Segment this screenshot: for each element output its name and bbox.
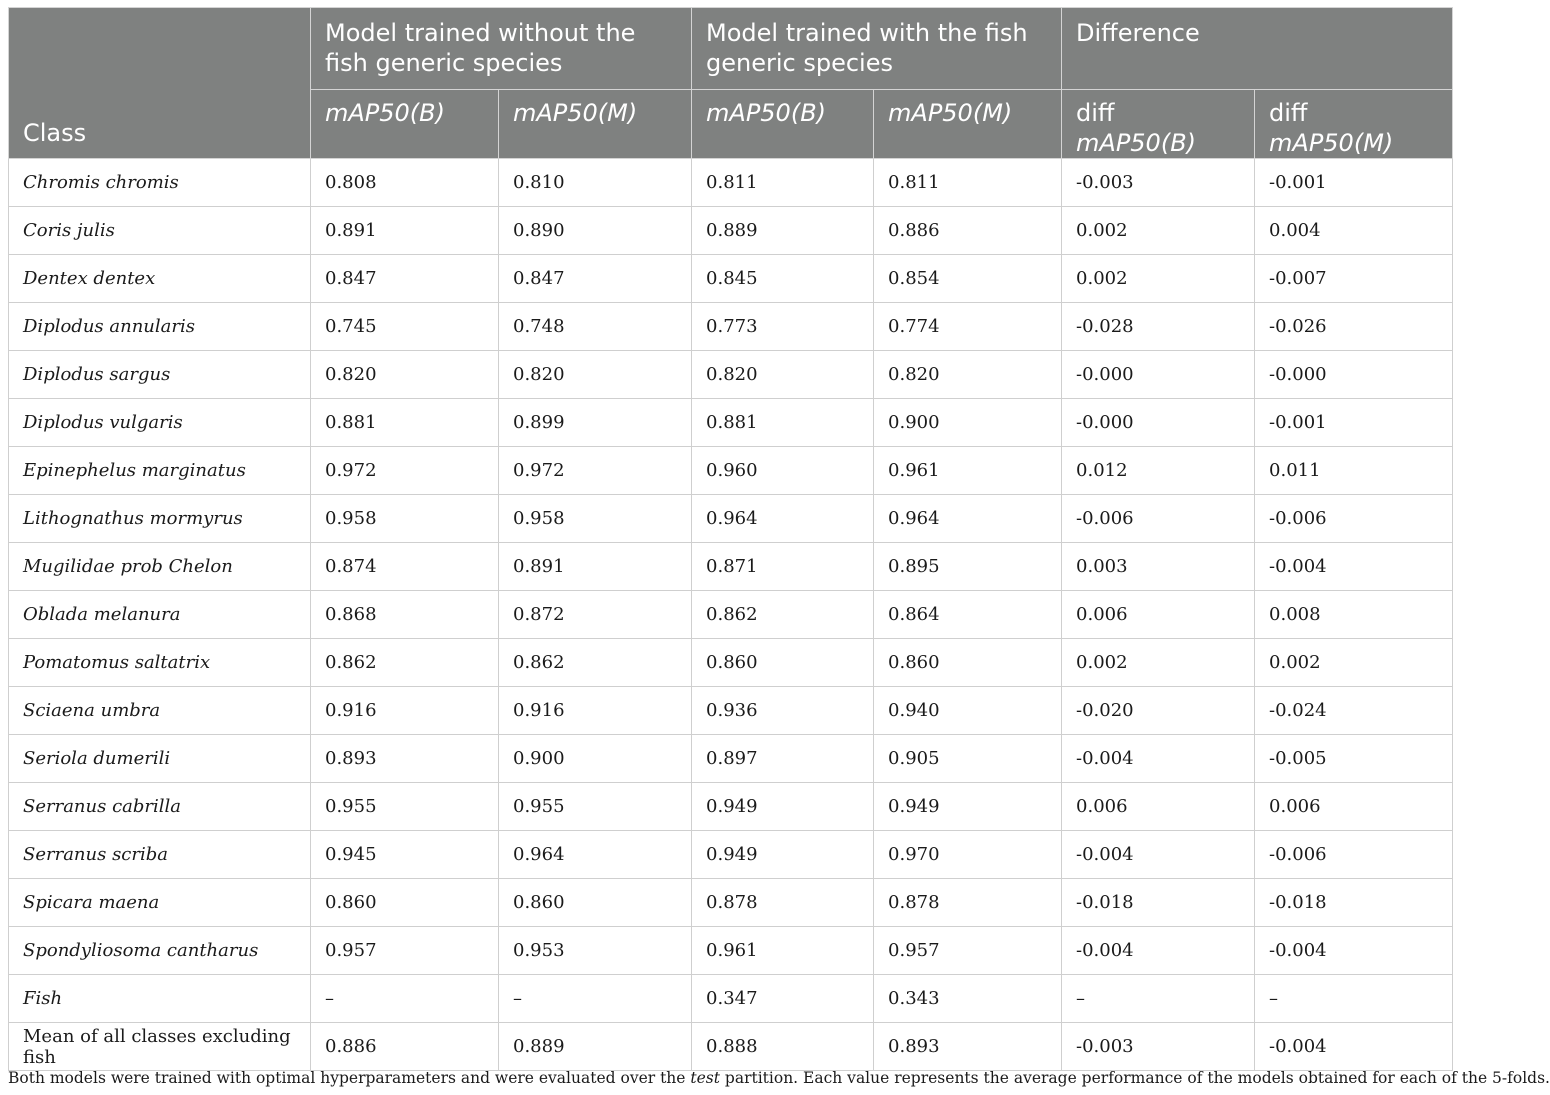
value-cell: 0.949 (874, 783, 1062, 831)
class-cell: Lithognathus mormyrus (9, 495, 311, 543)
value-cell: 0.862 (499, 639, 692, 687)
table-row (9, 159, 1453, 207)
class-cell: Fish (9, 975, 311, 1023)
value-cell: 0.868 (311, 591, 499, 639)
value-cell: 0.811 (874, 159, 1062, 207)
value-cell: 0.860 (874, 639, 1062, 687)
class-cell: Spondyliosoma cantharus (9, 927, 311, 975)
table-row (9, 879, 1453, 927)
mean-row (9, 1023, 1453, 1071)
value-cell: 0.957 (311, 927, 499, 975)
value-cell: 0.003 (1062, 543, 1255, 591)
value-cell: -0.006 (1062, 495, 1255, 543)
value-cell: 0.862 (692, 591, 874, 639)
value-cell: 0.748 (499, 303, 692, 351)
value-cell: 0.012 (1062, 447, 1255, 495)
value-cell: -0.006 (1255, 495, 1453, 543)
value-cell: 0.957 (874, 927, 1062, 975)
value-cell: -0.004 (1255, 1023, 1453, 1071)
value-cell: 0.878 (874, 879, 1062, 927)
value-cell: 0.002 (1255, 639, 1453, 687)
table-footnote (8, 1069, 1550, 1087)
results-table-container (8, 7, 1452, 1071)
value-cell: 0.891 (311, 207, 499, 255)
table-body (9, 159, 1453, 1071)
table-row (9, 255, 1453, 303)
value-cell: -0.003 (1062, 159, 1255, 207)
value-cell: -0.001 (1255, 159, 1453, 207)
value-cell: 0.808 (311, 159, 499, 207)
subheader-diff-map50-m (1255, 90, 1453, 159)
value-cell: 0.964 (692, 495, 874, 543)
class-column-header: Class (9, 8, 311, 159)
value-cell: -0.000 (1255, 351, 1453, 399)
value-cell: -0.004 (1062, 927, 1255, 975)
value-cell: 0.011 (1255, 447, 1453, 495)
value-cell: 0.940 (874, 687, 1062, 735)
table-row (9, 351, 1453, 399)
value-cell: 0.860 (692, 639, 874, 687)
value-cell: 0.916 (499, 687, 692, 735)
table-row (9, 831, 1453, 879)
value-cell: 0.881 (692, 399, 874, 447)
value-cell: 0.955 (499, 783, 692, 831)
value-cell: 0.970 (874, 831, 1062, 879)
value-cell: -0.005 (1255, 735, 1453, 783)
subheader-without-map50-b: mAP50(B) (311, 90, 499, 159)
table-row (9, 495, 1453, 543)
value-cell: 0.860 (311, 879, 499, 927)
value-cell: – (499, 975, 692, 1023)
value-cell: 0.972 (311, 447, 499, 495)
class-cell: Coris julis (9, 207, 311, 255)
value-cell: -0.020 (1062, 687, 1255, 735)
value-cell: -0.004 (1062, 735, 1255, 783)
value-cell: 0.900 (874, 399, 1062, 447)
value-cell: 0.860 (499, 879, 692, 927)
value-cell: 0.845 (692, 255, 874, 303)
value-cell: -0.006 (1255, 831, 1453, 879)
class-cell: Diplodus vulgaris (9, 399, 311, 447)
value-cell: 0.964 (874, 495, 1062, 543)
value-cell: 0.886 (874, 207, 1062, 255)
class-cell: Epinephelus marginatus (9, 447, 311, 495)
group-header-without-fish: Model trained without the fish generic species (311, 8, 692, 90)
footnote-italic-test: test (690, 1069, 720, 1087)
diff-prefix: diff (1076, 99, 1115, 127)
class-cell: Serranus cabrilla (9, 783, 311, 831)
value-cell: 0.972 (499, 447, 692, 495)
value-cell: -0.018 (1062, 879, 1255, 927)
table-row (9, 303, 1453, 351)
value-cell: 0.960 (692, 447, 874, 495)
value-cell: 0.847 (499, 255, 692, 303)
value-cell: 0.958 (499, 495, 692, 543)
value-cell: 0.847 (311, 255, 499, 303)
table-row (9, 975, 1453, 1023)
value-cell: 0.002 (1062, 255, 1255, 303)
value-cell: 0.878 (692, 879, 874, 927)
value-cell: 0.949 (692, 831, 874, 879)
footnote-text-before: Both models were trained with optimal hyperparameters and were evaluated over the (8, 1069, 691, 1087)
value-cell: 0.810 (499, 159, 692, 207)
value-cell: 0.958 (311, 495, 499, 543)
value-cell: 0.891 (499, 543, 692, 591)
value-cell: 0.006 (1255, 783, 1453, 831)
diff-metric: mAP50(B) (1076, 129, 1197, 157)
value-cell: 0.889 (692, 207, 874, 255)
value-cell: -0.026 (1255, 303, 1453, 351)
class-cell: Sciaena umbra (9, 687, 311, 735)
value-cell: -0.024 (1255, 687, 1453, 735)
value-cell: -0.018 (1255, 879, 1453, 927)
table-row (9, 687, 1453, 735)
value-cell: 0.916 (311, 687, 499, 735)
value-cell: 0.854 (874, 255, 1062, 303)
value-cell: -0.003 (1062, 1023, 1255, 1071)
value-cell: 0.745 (311, 303, 499, 351)
value-cell: 0.897 (692, 735, 874, 783)
value-cell: 0.961 (692, 927, 874, 975)
value-cell: 0.862 (311, 639, 499, 687)
table-row (9, 399, 1453, 447)
value-cell: 0.893 (311, 735, 499, 783)
class-cell: Mugilidae prob Chelon (9, 543, 311, 591)
value-cell: -0.004 (1255, 543, 1453, 591)
class-cell: Chromis chromis (9, 159, 311, 207)
value-cell: 0.864 (874, 591, 1062, 639)
value-cell: 0.899 (499, 399, 692, 447)
value-cell: -0.000 (1062, 351, 1255, 399)
value-cell: 0.343 (874, 975, 1062, 1023)
table-row (9, 735, 1453, 783)
value-cell: – (311, 975, 499, 1023)
class-cell: Serranus scriba (9, 831, 311, 879)
class-cell: Diplodus annularis (9, 303, 311, 351)
table-row (9, 591, 1453, 639)
value-cell: 0.811 (692, 159, 874, 207)
value-cell: 0.905 (874, 735, 1062, 783)
value-cell: 0.871 (692, 543, 874, 591)
value-cell: – (1255, 975, 1453, 1023)
subheader-without-map50-m: mAP50(M) (499, 90, 692, 159)
value-cell: -0.001 (1255, 399, 1453, 447)
value-cell: 0.002 (1062, 207, 1255, 255)
value-cell: 0.886 (311, 1023, 499, 1071)
value-cell: -0.000 (1062, 399, 1255, 447)
class-cell: Spicara maena (9, 879, 311, 927)
value-cell: 0.949 (692, 783, 874, 831)
value-cell: 0.004 (1255, 207, 1453, 255)
value-cell: 0.002 (1062, 639, 1255, 687)
value-cell: 0.889 (499, 1023, 692, 1071)
value-cell: 0.961 (874, 447, 1062, 495)
table-row (9, 447, 1453, 495)
class-cell: Diplodus sargus (9, 351, 311, 399)
value-cell: 0.347 (692, 975, 874, 1023)
value-cell: 0.955 (311, 783, 499, 831)
value-cell: 0.953 (499, 927, 692, 975)
value-cell: 0.774 (874, 303, 1062, 351)
value-cell: 0.900 (499, 735, 692, 783)
value-cell: 0.890 (499, 207, 692, 255)
value-cell: 0.881 (311, 399, 499, 447)
value-cell: 0.820 (311, 351, 499, 399)
value-cell: 0.006 (1062, 591, 1255, 639)
value-cell: 0.888 (692, 1023, 874, 1071)
value-cell: -0.007 (1255, 255, 1453, 303)
class-cell: Dentex dentex (9, 255, 311, 303)
group-header-with-fish: Model trained with the fish generic species (692, 8, 1062, 90)
value-cell: 0.820 (874, 351, 1062, 399)
diff-prefix: diff (1269, 99, 1308, 127)
value-cell: 0.936 (692, 687, 874, 735)
subheader-with-map50-m: mAP50(M) (874, 90, 1062, 159)
results-table (8, 7, 1453, 1071)
value-cell: -0.004 (1255, 927, 1453, 975)
value-cell: 0.820 (692, 351, 874, 399)
table-row (9, 207, 1453, 255)
value-cell: -0.028 (1062, 303, 1255, 351)
table-row (9, 927, 1453, 975)
value-cell: 0.893 (874, 1023, 1062, 1071)
value-cell: 0.872 (499, 591, 692, 639)
value-cell: 0.945 (311, 831, 499, 879)
mean-class-cell: Mean of all classes excluding fish (9, 1023, 311, 1071)
value-cell: -0.004 (1062, 831, 1255, 879)
class-cell: Seriola dumerili (9, 735, 311, 783)
footnote-text-after: partition. Each value represents the average performance of the models obtained for each of the 5-folds. (720, 1069, 1550, 1087)
group-header-difference: Difference (1062, 8, 1453, 90)
value-cell: 0.820 (499, 351, 692, 399)
table-row (9, 543, 1453, 591)
class-cell: Oblada melanura (9, 591, 311, 639)
value-cell: 0.773 (692, 303, 874, 351)
value-cell: 0.895 (874, 543, 1062, 591)
value-cell: – (1062, 975, 1255, 1023)
class-cell: Pomatomus saltatrix (9, 639, 311, 687)
value-cell: 0.006 (1062, 783, 1255, 831)
value-cell: 0.874 (311, 543, 499, 591)
value-cell: 0.964 (499, 831, 692, 879)
diff-metric: mAP50(M) (1269, 129, 1394, 157)
value-cell: 0.008 (1255, 591, 1453, 639)
subheader-diff-map50-b (1062, 90, 1255, 159)
table-row (9, 639, 1453, 687)
subheader-with-map50-b: mAP50(B) (692, 90, 874, 159)
table-row (9, 783, 1453, 831)
